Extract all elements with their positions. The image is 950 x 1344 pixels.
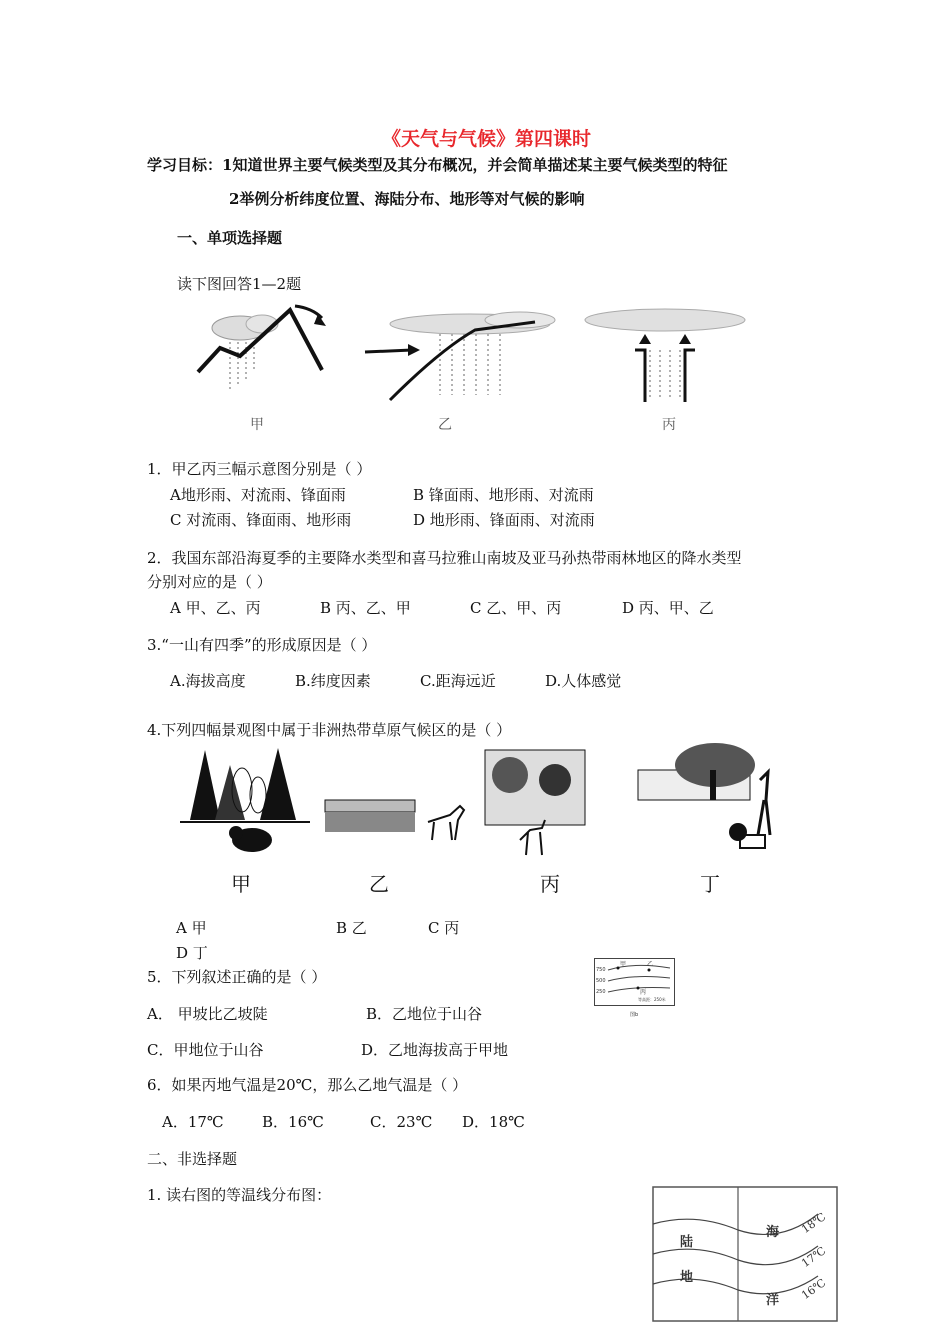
landscape-label-jia: 甲 <box>231 872 251 896</box>
landscape-figure <box>170 740 790 865</box>
rain-label-yi: 乙 <box>438 417 452 433</box>
contour-map <box>594 958 676 1020</box>
q4-option-b[interactable]: B 乙 <box>336 919 367 937</box>
contour-point-yi: 乙 <box>647 961 654 968</box>
contour-map-caption: 图b <box>630 1012 639 1018</box>
q4-option-a[interactable]: A 甲 <box>176 919 207 937</box>
q5-option-c[interactable]: C．甲地位于山谷 <box>147 1041 264 1059</box>
q5-option-d[interactable]: D．乙地海拔高于甲地 <box>361 1041 509 1059</box>
isotherm-map <box>650 1184 840 1324</box>
objective-line-2: 2举例分析纬度位置、海陆分布、地形等对气候的影响 <box>229 190 585 208</box>
contour-level-250: 250 <box>596 989 606 995</box>
rain-label-bing: 丙 <box>662 417 676 433</box>
q1-option-d[interactable]: D 地形雨、锋面雨、对流雨 <box>413 511 595 529</box>
q2-stem-line-2: 分别对应的是（ ） <box>147 573 272 591</box>
q6-option-b[interactable]: B．16℃ <box>262 1113 324 1131</box>
sea-char-2: 洋 <box>766 1293 780 1308</box>
landscape-yi-steppe <box>325 800 464 840</box>
q2-stem-line-1: 2．我国东部沿海夏季的主要降水类型和喜马拉雅山南坡及亚马孙热带雨林地区的降水类型 <box>147 549 742 567</box>
q4-stem: 4.下列四幅景观图中属于非洲热带草原气候区的是（ ） <box>147 721 512 739</box>
figure-intro: 读下图回答1—2题 <box>177 275 302 293</box>
q2-option-d[interactable]: D 丙、甲、乙 <box>622 599 714 617</box>
q3-option-c[interactable]: C.距海远近 <box>420 672 496 690</box>
q1-stem: 1．甲乙丙三幅示意图分别是（ ） <box>147 460 372 478</box>
rain-label-jia: 甲 <box>250 417 264 433</box>
contour-level-750: 750 <box>596 967 606 973</box>
isotherm-16: 16℃ <box>799 1276 829 1302</box>
section2-q1: 1. 读右图的等温线分布图： <box>147 1186 332 1204</box>
q3-option-a[interactable]: A.海拔高度 <box>170 672 246 690</box>
q1-option-a[interactable]: A地形雨、对流雨、锋面雨 <box>170 486 346 504</box>
isotherm-17: 17℃ <box>799 1244 829 1270</box>
q5-option-a[interactable]: A． 甲坡比乙坡陡 <box>147 1005 268 1023</box>
q2-option-b[interactable]: B 丙、乙、甲 <box>320 599 411 617</box>
q2-option-a[interactable]: A 甲、乙、丙 <box>170 599 261 617</box>
landscape-ding-savanna <box>638 743 770 848</box>
land-char-1: 陆 <box>680 1235 694 1250</box>
q2-option-c[interactable]: C 乙、甲、丙 <box>470 599 562 617</box>
contour-point-jia: 甲 <box>620 961 627 968</box>
contour-interval-note: 等高距：250米 <box>638 997 666 1002</box>
page-title: 《天气与气候》第四课时 <box>382 128 592 150</box>
orographic-rain-diagram <box>198 306 326 390</box>
landscape-label-ding: 丁 <box>700 872 720 896</box>
q4-option-d[interactable]: D 丁 <box>176 944 208 962</box>
q4-option-c[interactable]: C 丙 <box>428 919 460 937</box>
q6-stem: 6．如果丙地气温是20℃，那么乙地气温是（ ） <box>147 1076 468 1094</box>
q3-option-b[interactable]: B.纬度因素 <box>295 672 371 690</box>
q5-stem: 5．下列叙述正确的是（ ） <box>147 968 327 986</box>
q6-option-d[interactable]: D．18℃ <box>462 1113 525 1131</box>
landscape-bing-forest <box>485 750 585 855</box>
q1-option-b[interactable]: B 锋面雨、地形雨、对流雨 <box>413 486 594 504</box>
landscape-label-yi: 乙 <box>369 872 389 896</box>
rain-types-figure <box>190 300 760 410</box>
q6-option-c[interactable]: C．23℃ <box>370 1113 433 1131</box>
land-char-2: 地 <box>680 1270 694 1285</box>
sea-char-1: 海 <box>766 1225 780 1240</box>
landscape-jia-coniferous-forest <box>180 748 310 852</box>
q3-option-d[interactable]: D.人体感觉 <box>545 672 622 690</box>
q5-option-b[interactable]: B．乙地位于山谷 <box>366 1005 483 1023</box>
objective-line-1: 学习目标：1知道世界主要气候类型及其分布概况，并会简单描述某主要气候类型的特征 <box>147 156 728 174</box>
section1-heading: 一、单项选择题 <box>177 229 283 247</box>
q6-option-a[interactable]: A．17℃ <box>162 1113 224 1131</box>
frontal-rain-diagram <box>365 312 555 400</box>
contour-point-bing: 丙 <box>640 989 647 996</box>
q3-stem: 3.“一山有四季”的形成原因是（ ） <box>147 636 377 654</box>
contour-level-500: 500 <box>596 978 606 984</box>
landscape-label-bing: 丙 <box>540 872 560 896</box>
q1-option-c[interactable]: C 对流雨、锋面雨、地形雨 <box>170 511 352 529</box>
convectional-rain-diagram <box>585 309 745 402</box>
isotherm-18: 18℃ <box>799 1210 829 1236</box>
section2-heading: 二、非选择题 <box>147 1150 238 1168</box>
